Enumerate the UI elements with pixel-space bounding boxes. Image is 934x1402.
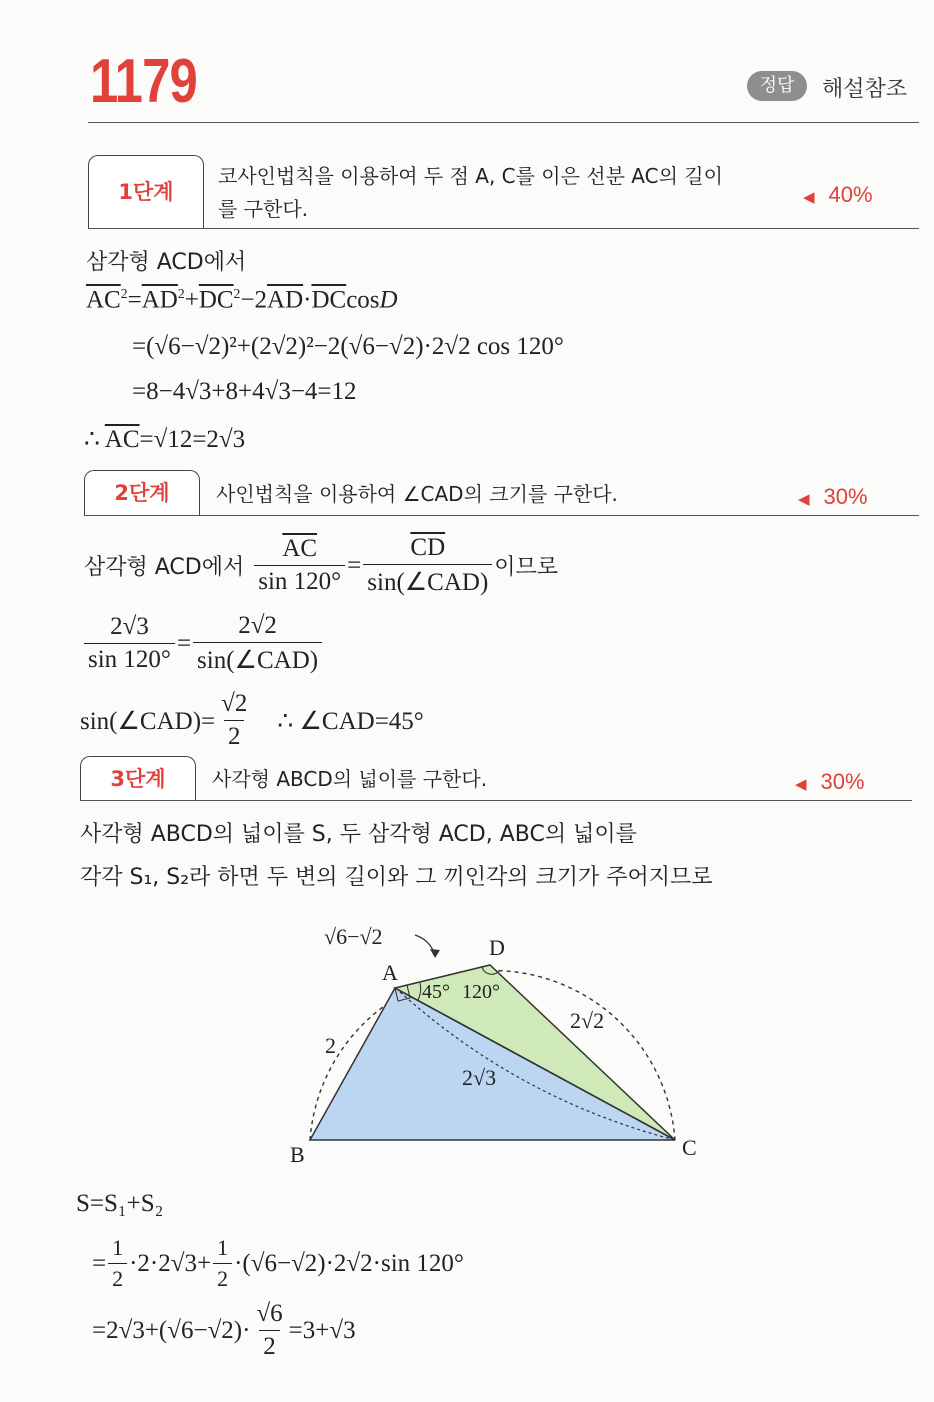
stage-3-percent-value: 30% [820,769,865,794]
stage2-eq1: 삼각형 ACD에서 $\frac{\overline{AC}}{\sin 120^\circ}$ = $\frac{\overline{CD}}{\text{sin(∠CAD)}}$ 이므로 [84,534,559,596]
frac-den: sin(∠CAD) [193,642,322,675]
angle-d: D [379,286,398,314]
frac-r6-2 [252,1300,286,1361]
calc-line-2 [92,1300,356,1361]
stage-2-label: 2단계 [84,470,200,515]
seg-ad-2: $\overline{AD}$ [267,286,304,314]
stage-3-divider [80,800,912,801]
seg-ad: $\overline{AD}$ [141,286,178,314]
stage-1-desc-line1: 코사인법칙을 이용하여 두 점 A, C를 이은 선분 AC의 길이 [218,164,723,188]
sin-cad-lhs: sin(∠CAD)= [80,707,216,735]
stage-1-desc-line2: 를 구한다. [218,197,308,221]
label-len-dc: 2√2 [570,1008,605,1033]
sum-line: S=S₁+S₂ [76,1190,164,1217]
frac-num: √6 [256,1300,283,1327]
label-point-c: C [682,1135,697,1160]
stage2-eq2: $\frac{2√3}{\sin 120^\circ}$ = $\frac{2√2}{\text{sin(∠CAD)}}$ [82,612,324,675]
stage1-line2: =(√6−√2)²+(2√2)²−2(√6−√2)·2√2 cos 120° [132,333,564,360]
stage1-line4 [84,424,245,454]
frac-cd-sincad [363,534,492,597]
stage-2-percent [798,484,868,510]
triangle-marker-icon: ◀ [795,776,807,793]
calc-line-1: = $\frac{1}{2}$ ·2·2√3+ $\frac{1}{2}$ ·(√6−√2)·2√2·sin 120° [92,1235,464,1291]
seg-ac-result: $\overline{AC}$ [104,426,140,453]
label-len-ad: √6−√2 [324,924,383,949]
triangle-marker-icon: ◀ [803,189,815,206]
frac-num: 2√2 [238,612,277,639]
frac-num: $\overline{CD}$ [410,534,446,561]
frac-den: sin(∠CAD) [363,564,492,597]
frac-r2-2 [217,690,251,751]
seg-ac: $\overline{AC}$ [86,286,121,314]
frac-den: sin 120° [84,643,175,674]
label-angle-adc: 120° [462,981,500,1003]
stage2-suffix: 이므로 [494,555,559,580]
stage-3-label: 3단계 [80,756,196,801]
label-len-ac: 2√3 [462,1065,497,1090]
stage1-line3: =8−4√3+8+4√3−4=12 [132,378,357,405]
stage2-intro: 삼각형 ACD에서 [84,555,245,580]
label-point-d: D [489,935,505,960]
stage-3-percent [795,769,865,795]
therefore-symbol: ∴ [84,426,105,453]
stage-3-desc: 사각형 ABCD의 넓이를 구한다. [212,767,488,791]
frac-half-1 [108,1235,127,1292]
seg-dc-2: $\overline{DC}$ [311,286,347,314]
calc1-end: ·(√6−√2)·2√2·sin 120° [234,1249,464,1277]
triangle-marker-icon: ◀ [798,491,810,508]
stage-2-divider [84,515,919,516]
problem-number: 1179 [90,47,198,116]
stage1-intro: 삼각형 ACD에서 [86,250,247,275]
cos-label: cos [346,286,380,314]
ac-result: =√12=2√3 [139,426,246,453]
calc2-end: =3+√3 [288,1316,356,1344]
stage3-para1: 사각형 ABCD의 넓이를 S, 두 삼각형 ACD, ABC의 넓이를 [80,822,637,847]
stage-1-divider [88,228,919,229]
stage-1-percent-value: 40% [828,182,873,207]
calc2-start: =2√3+(√6−√2)· [92,1316,251,1344]
label-point-b: B [290,1142,305,1167]
frac-num: 2√3 [110,613,149,640]
header-divider [88,122,919,123]
stage-1-percent [803,182,873,208]
seg-dc: $\overline{DC}$ [198,286,234,314]
label-angle-cad: 45° [422,981,450,1003]
stage-1-label: 1단계 [88,155,204,228]
frac-den: 2 [108,1263,127,1292]
angle-cad-result: ∴ ∠CAD=45° [277,707,424,735]
stage2-eq3 [80,690,424,751]
answer-text: 해설참조 [822,77,908,102]
frac-num: 1 [112,1235,124,1260]
answer-badge: 정답 [747,71,807,101]
label-point-a: A [382,960,398,985]
frac-half-2 [213,1235,232,1292]
frac-num: √2 [221,690,248,717]
stage-1-desc [218,160,798,226]
frac-den: 2 [224,720,245,751]
frac-2r2-sincad [193,612,322,675]
stage-2-desc: 사인법칙을 이용하여 ∠CAD의 크기를 구한다. [216,482,618,506]
stage-2-percent-value: 30% [823,484,868,509]
arrowhead-icon [430,949,440,958]
stage3-para2: 각각 S₁, S₂라 하면 두 변의 길이와 그 끼인각의 크기가 주어지므로 [80,865,713,890]
frac-den: 2 [213,1263,232,1292]
label-len-ab: 2 [325,1033,336,1058]
frac-den: sin 120° [254,565,345,596]
quadrilateral-figure [280,915,720,1170]
frac-ac-sin120 [254,535,345,596]
frac-2r3-sin120 [84,613,175,674]
calc1-mid: ·2·2√3+ [129,1249,212,1277]
frac-num: $\overline{AC}$ [282,535,318,562]
frac-num: 1 [217,1235,229,1260]
frac-den: 2 [259,1330,280,1361]
stage1-line1: $\overline{AC}^2=\overline{AD}^2+\overline{DC}^2-2\overline{AD}\cdot\overline{DC}\cos D$ [86,286,398,314]
